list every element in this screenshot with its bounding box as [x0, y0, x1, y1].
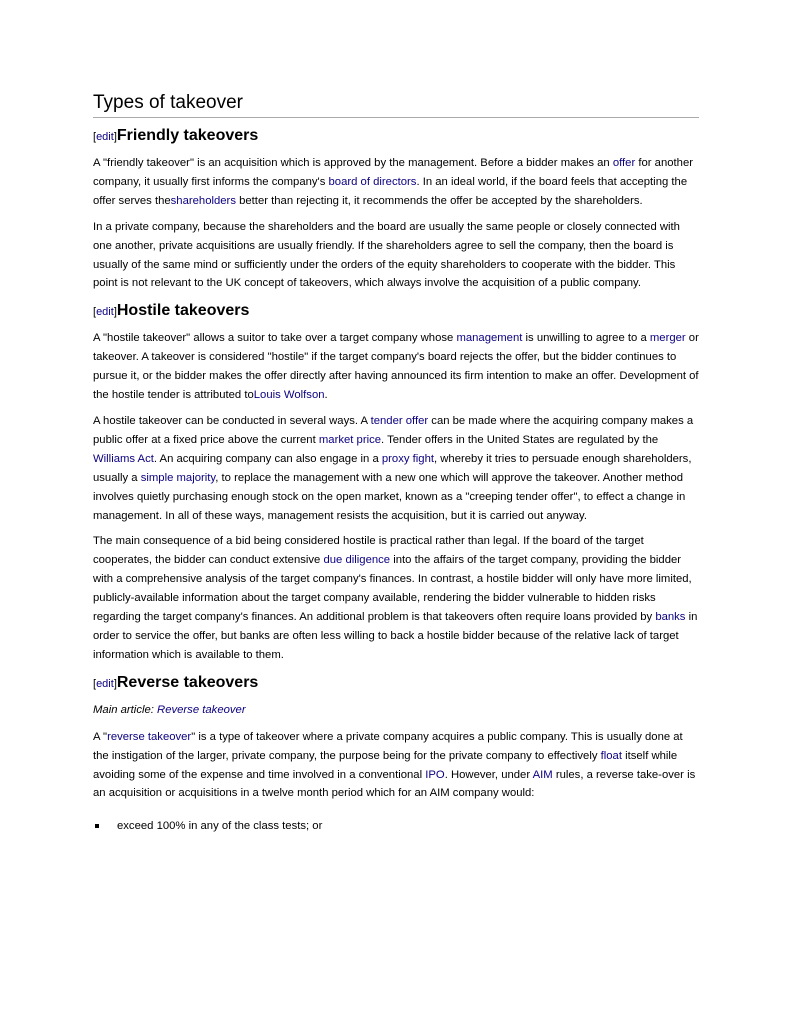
- edit-link-friendly[interactable]: [edit]: [93, 131, 117, 143]
- section-title-reverse: Reverse takeovers: [116, 673, 259, 691]
- link-float[interactable]: float: [600, 749, 622, 762]
- bullet-icon: [95, 824, 99, 828]
- link-shareholders[interactable]: shareholders: [170, 194, 236, 207]
- link-market-price[interactable]: market price: [318, 433, 382, 446]
- link-aim[interactable]: AIM: [532, 768, 553, 781]
- section-heading-reverse: [93, 672, 699, 695]
- link-due-diligence[interactable]: due diligence: [323, 554, 391, 567]
- section-heading-hostile: [93, 300, 699, 323]
- link-reverse-takeover[interactable]: reverse takeover: [107, 730, 192, 743]
- article-page: [93, 92, 699, 836]
- link-merger[interactable]: merger: [649, 332, 686, 345]
- friendly-paragraph-2: In a private company, because the shareholders and the board are usually the same people or closely connected with one another, private acquisitions are usually friendly. If the shareholders agree to sell the company, then the board is usually of the same mind or sufficiently under the orders of the equity shareholders to cooperate with the bidder. This point is not relevant to the UK concept of takeovers, which always involve the acquisition of a public company.: [93, 220, 680, 290]
- link-tender-offer[interactable]: tender offer: [370, 414, 429, 427]
- link-reverse-takeover-main[interactable]: Reverse takeover: [157, 703, 246, 716]
- edit-link-reverse[interactable]: [edit]: [93, 677, 117, 690]
- hostile-paragraph-3: The main consequence of a bid being considered hostile is practical rather than legal. If the board of the target cooperates, the bidder can conduct extensive due diligence into the affairs of the target company, providing the bidder with a comprehensive analysis of the target company's finances. In contrast, a hostile bidder will only have more limited, publicly-available information about the target company available, rendering the bidder vulnerable to hidden risks regarding the target company's finances. An additional problem is that takeovers often require loans provided by banks in order to service the offer, but banks are often less willing to back a hostile bidder because of the relative lack of target information which is available to them.: [93, 535, 698, 661]
- reverse-paragraph-1: A "reverse takeover" is a type of takeover where a private company acquires a public company. This is usually done at the instigation of the larger, private company, the purpose being for the private company to effectively float itself while avoiding some of the expense and time involved in a conventional IPO. However, under AIM rules, a reverse take-over is an acquisition or acquisitions in a twelve month period which for an AIM company would:: [93, 730, 696, 800]
- link-proxy-fight[interactable]: proxy fight: [381, 452, 434, 465]
- page-title: Types of takeover: [93, 92, 699, 118]
- edit-link-hostile[interactable]: [edit]: [93, 306, 117, 319]
- reverse-bullet-list: [93, 817, 699, 836]
- link-simple-majority[interactable]: simple majority: [140, 471, 216, 484]
- hostile-paragraph-1: A "hostile takeover" allows a suitor to take over a target company whose management is unwilling to agree to a merger or takeover. A takeover is considered "hostile" if the target company's board rejects the offer, but the bidder continues to pursue it, or the bidder makes the offer directly after having announced its firm intention to make an offer. Development of the hostile tender is attributed toLouis Wolfson.: [93, 332, 699, 402]
- link-board-of-directors[interactable]: board of directors: [328, 175, 417, 188]
- hostile-paragraph-2: A hostile takeover can be conducted in several ways. A tender offer can be made where the acquiring company makes a public offer at a fixed price above the current market price. Tender offers in the United States are regulated by the Williams Act. An acquiring company can also engage in a proxy fight, whereby it tries to persuade enough shareholders, usually a simple majority, to replace the management with a new one which will approve the takeover. Another method involves quietly purchasing enough stock on the open market, known as a "creeping tender offer", to effect a change in management. In all of these ways, management resists the acquisition, but it is carried out anyway.: [93, 414, 694, 522]
- link-banks[interactable]: banks: [655, 611, 686, 624]
- friendly-paragraph-1: A "friendly takeover" is an acquisition which is approved by the management. Before a bidder makes an offer for another company, it usually first informs the company's board of directors. In an ideal world, if the board feels that accepting the offer serves theshareholders better than rejecting it, it recommends the offer be accepted by the shareholders.: [93, 157, 693, 207]
- section-title-friendly: Friendly takeovers: [116, 127, 259, 144]
- section-heading-friendly: [93, 125, 699, 148]
- list-item: exceed 100% in any of the class tests; or: [93, 817, 699, 836]
- main-article-note: Main article: Reverse takeover: [93, 703, 246, 716]
- section-title-hostile: Hostile takeovers: [116, 302, 250, 320]
- link-offer[interactable]: offer: [612, 157, 636, 169]
- link-louis-wolfson[interactable]: Louis Wolfson: [253, 389, 325, 402]
- link-williams-act[interactable]: Williams Act: [93, 452, 154, 465]
- link-management[interactable]: management: [456, 332, 523, 345]
- link-ipo[interactable]: IPO: [425, 768, 445, 781]
